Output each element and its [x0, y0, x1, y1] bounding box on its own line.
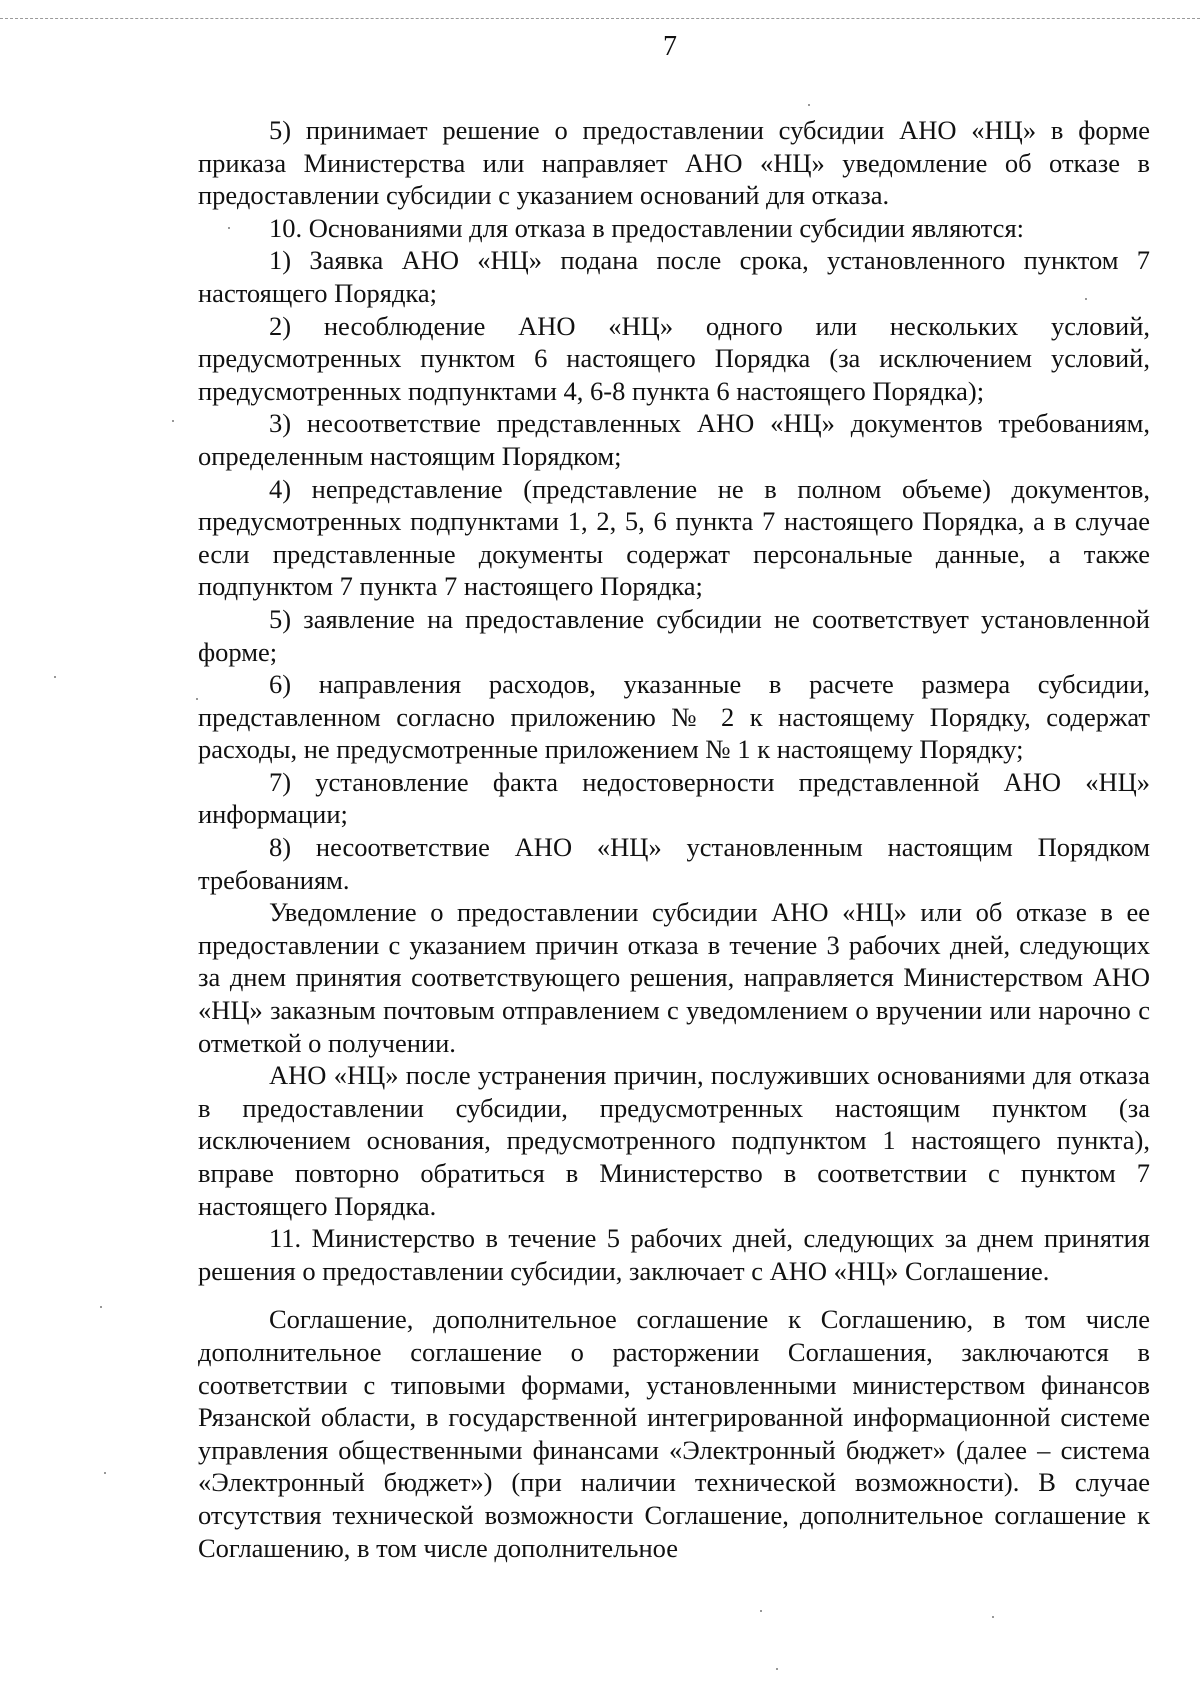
paragraph-item-5: 5) принимает решение о предоставлении субсидии АНО «НЦ» в форме приказа Министерства или направляет АНО «НЦ» уведомление об отказе в предоставлении субсидии с указанием оснований для отказа.: [198, 115, 1150, 211]
paragraph-reason-6: 6) направления расходов, указанные в расчете размера субсидии, представленном согласно приложению № 2 к настоящему Порядку, содержат расходы, не предусмотренные приложением № 1 к настоящему Порядку;: [198, 669, 1150, 765]
scan-speck: [54, 676, 56, 678]
paragraph-reason-7: 7) установление факта недостоверности представленной АНО «НЦ» информации;: [198, 766, 1150, 830]
paragraph-reason-1: 1) Заявка АНО «НЦ» подана после срока, установленного пунктом 7 настоящего Порядка;: [198, 245, 1150, 308]
scan-speck: [104, 1472, 106, 1474]
document-body: [198, 114, 1150, 1564]
paragraph-agreement: Соглашение, дополнительное соглашение к Соглашению, в том числе дополнительное соглашение о расторжении Соглашения, заключаются в соответствии с типовыми формами, установленными министерством финансов Рязанской области, в государственной интегрированной информационной системе управления общественными финансами «Электронный бюджет» (далее – система «Электронный бюджет») (при наличии технической возможности). В случае отсутствия технической возможности Соглашение, дополнительное соглашение к Соглашению, в том числе дополнительное: [198, 1304, 1150, 1563]
scan-speck: [808, 104, 810, 106]
scan-speck: [100, 1306, 102, 1308]
paragraph-clause-11: 11. Министерство в течение 5 рабочих дней, следующих за днем принятия решения о предоставлении субсидии, заключает с АНО «НЦ» Соглашение.: [198, 1223, 1150, 1286]
paragraph-notification: Уведомление о предоставлении субсидии АНО «НЦ» или об отказе в ее предоставлении с указанием причин отказа в течение 3 рабочих дней, следующих за днем принятия соответствующего решения, направляется Министерством АНО «НЦ» заказным почтовым отправлением с уведомлением о вручении или нарочно с отметкой о получении.: [198, 897, 1150, 1058]
paragraph-reason-5: 5) заявление на предоставление субсидии не соответствует установленной форме;: [198, 603, 1150, 667]
paragraph-reapply: АНО «НЦ» после устранения причин, послуживших основаниями для отказа в предоставлении субсидии, предусмотренных настоящим пунктом (за исключением основания, предусмотренного подпунктом 1 настоящего пункта), вправе повторно обратиться в Министерство в соответствии с пунктом 7 настоящего Порядка.: [198, 1060, 1150, 1221]
paragraph-reason-3: 3) несоответствие представленных АНО «НЦ» документов требованиям, определенным настоящим Порядком;: [198, 408, 1150, 471]
paragraph-reason-8: 8) несоответствие АНО «НЦ» установленным настоящим Порядком требованиям.: [198, 832, 1150, 895]
scan-speck: [228, 227, 230, 229]
scan-top-edge: [0, 18, 1200, 19]
scan-speck: [172, 420, 174, 422]
page-number: 7: [663, 31, 677, 62]
paragraph-clause-10: 10. Основаниями для отказа в предоставлении субсидии являются:: [269, 212, 1024, 243]
scan-speck: [760, 1610, 762, 1612]
paragraph-reason-2: 2) несоблюдение АНО «НЦ» одного или нескольких условий, предусмотренных пунктом 6 настоящего Порядка (за исключением условий, предусмотренных подпунктами 4, 6-8 пункта 6 настоящего Порядка);: [198, 310, 1150, 406]
scan-speck: [992, 1616, 994, 1618]
paragraph-reason-4: 4) непредставление (представление не в полном объеме) документов, предусмотренных подпунктами 1, 2, 5, 6 пункта 7 настоящего Порядка, а в случае если представленные документы содержат персональные данные, а также подпунктом 7 пункта 7 настоящего Порядка;: [198, 473, 1150, 602]
scan-speck: [196, 698, 198, 700]
scan-speck: [776, 1668, 778, 1670]
scan-speck: [1085, 298, 1087, 300]
